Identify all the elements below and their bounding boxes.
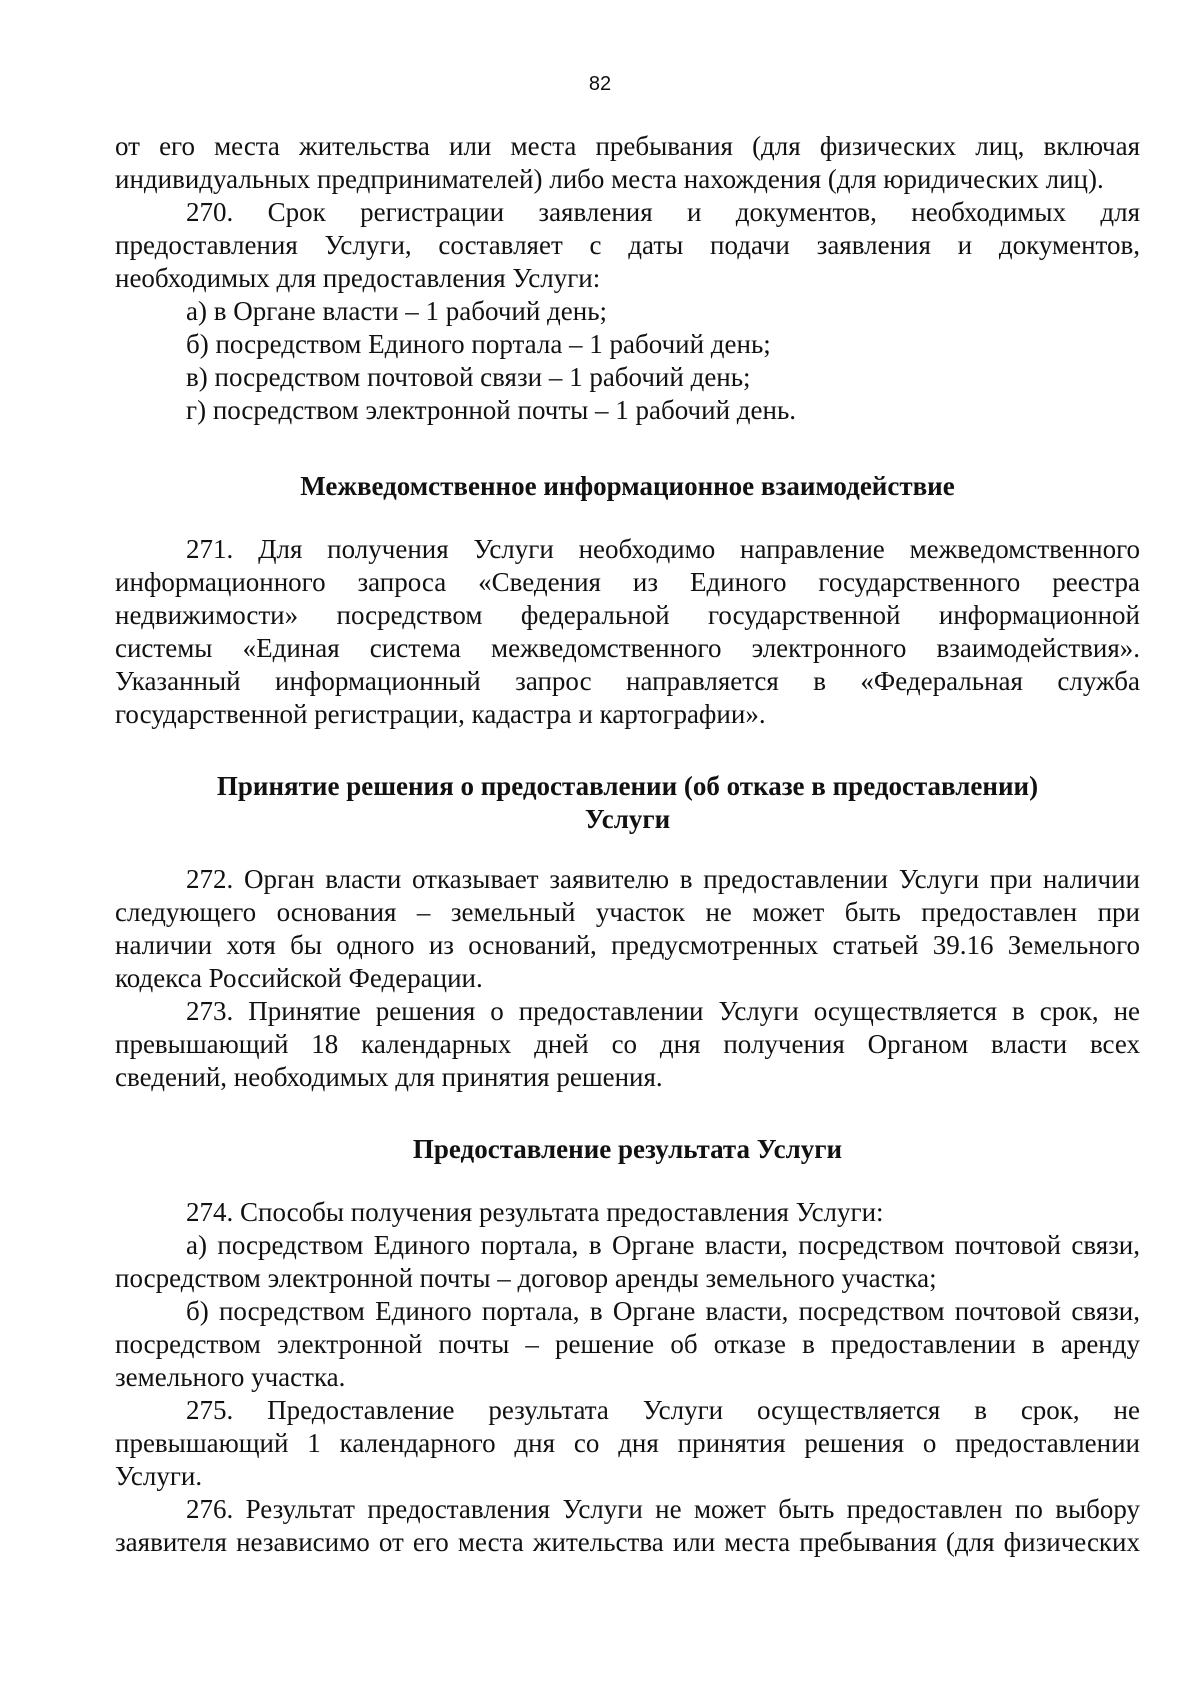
text-line: 276. Результат предоставления Услуги не может быть предоставлен по выбору [186,1494,1140,1524]
text-line: 272. Орган власти отказывает заявителю в предоставлении Услуги при наличии [186,864,1140,894]
text-line: кодекса Российской Федерации. [115,963,483,993]
text-line: предоставления Услуги, составляет с даты подачи заявления и документов, [115,230,1140,260]
text-line: превышающий 1 календарного дня со дня принятия решения о предоставлении [115,1428,1140,1458]
section-heading: Предоставление результата Услуги [412,1134,843,1164]
list-item: а) посредством Единого портала, в Органе власти, посредством почтовой связи, [186,1230,1140,1260]
paragraph-block-270 [115,130,1140,427]
text-line: индивидуальных предпринимателей) либо места нахождения (для юридических лиц). [115,164,1104,194]
text-line: 271. Для получения Услуги необходимо направление межведомственного [186,534,1140,564]
list-item: в) посредством почтовой связи – 1 рабочий день; [186,362,751,392]
text-line: наличии хотя бы одного из оснований, предусмотренных статьей 39.16 Земельного [115,930,1140,960]
paragraph-block-271 [115,533,1140,731]
text-line: системы «Единая система межведомственного электронного взаимодействия». [115,633,1140,663]
text-line: государственной регистрации, кадастра и картографии». [115,699,766,729]
list-item: г) посредством электронной почты – 1 рабочий день. [186,395,797,425]
paragraph-block-272-273 [115,863,1140,1094]
text-line: 275. Предоставление результата Услуги осуществляется в срок, не [186,1395,1140,1425]
list-item: а) в Органе власти – 1 рабочий день; [186,296,608,326]
text-line: превышающий 18 календарных дней со дня получения Органом власти всех [115,1029,1140,1059]
section-heading: Межведомственное информационное взаимодействие [300,471,955,501]
text-line: Услуги. [115,1461,203,1491]
text-line: земельного участка. [115,1362,346,1392]
text-line: от его места жительства или места пребывания (для физических лиц, включая [115,131,1140,161]
page-number: 82 [588,73,612,95]
text-line: сведений, необходимых для принятия решения. [115,1062,663,1092]
list-item: б) посредством Единого портала, в Органе власти, посредством почтовой связи, [186,1296,1140,1326]
text-line: 274. Способы получения результата предоставления Услуги: [186,1197,884,1227]
text-line: информационного запроса «Сведения из Единого государственного реестра [115,567,1140,597]
heading-line: Принятие решения о предоставлении (об отказе в предоставлении) [216,771,1039,801]
text-line: следующего основания – земельный участок не может быть предоставлен при [115,897,1140,927]
text-line: посредством электронной почты – договор аренды земельного участка; [115,1263,937,1293]
text-line: 270. Срок регистрации заявления и документов, необходимых для [186,197,1140,227]
text-line: недвижимости» посредством федеральной государственной информационной [115,600,1140,630]
paragraph-block-274-276 [115,1196,1140,1559]
section-heading [115,770,1140,836]
list-item: б) посредством Единого портала – 1 рабочий день; [186,329,771,359]
text-line: 273. Принятие решения о предоставлении Услуги осуществляется в срок, не [186,996,1140,1026]
text-line: заявителя независимо от его места жительства или места пребывания (для физических [115,1527,1140,1557]
heading-line: Услуги [584,804,671,834]
text-line: посредством электронной почты – решение об отказе в предоставлении в аренду [115,1329,1140,1359]
text-line: необходимых для предоставления Услуги: [115,263,601,293]
text-line: Указанный информационный запрос направляется в «Федеральная служба [115,666,1140,696]
